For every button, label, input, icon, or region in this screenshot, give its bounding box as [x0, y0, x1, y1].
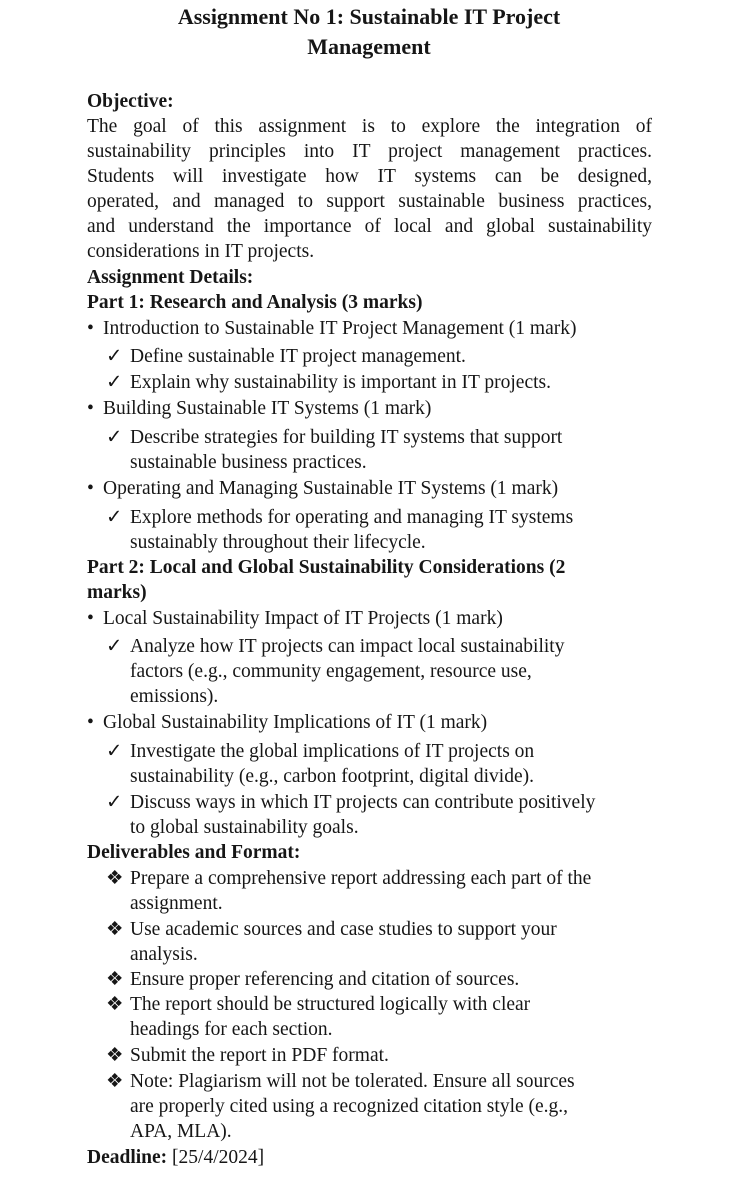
part1-subitem: ✓ Describe strategies for building IT systems that support — [106, 427, 563, 448]
check-icon: ✓ — [106, 346, 123, 367]
part1-item — [87, 396, 431, 421]
check-icon: ✓ — [106, 507, 123, 528]
diamond-icon: ❖ — [106, 994, 124, 1015]
check-icon: ✓ — [106, 427, 123, 448]
part2-item-label: Local Sustainability Impact of IT Projects (1 mark) — [103, 608, 503, 629]
check-icon: ✓ — [106, 792, 123, 813]
page-title-line-1: Assignment No 1: Sustainable IT Project — [177, 4, 561, 29]
part2-subitem: ✓ Analyze how IT projects can impact local sustainability — [106, 636, 565, 657]
part1-item-label: Introduction to Sustainable IT Project Management (1 mark) — [103, 318, 577, 339]
part1-subitem: ✓ Define sustainable IT project management. — [106, 346, 466, 367]
deliverable-item-continuation: analysis. — [130, 944, 198, 965]
part1-item — [87, 316, 576, 341]
part2-subitem-continuation: emissions). — [130, 686, 219, 707]
deliverable-item: ❖ Ensure proper referencing and citation of sources. — [106, 969, 520, 990]
bullet-icon: • — [87, 478, 94, 499]
deadline-row — [87, 1145, 264, 1170]
part1-item-label: Building Sustainable IT Systems (1 mark) — [103, 398, 432, 419]
deliverable-item-continuation: headings for each section. — [130, 1019, 333, 1040]
deliverable-item-continuation: assignment. — [130, 893, 223, 914]
deliverable-item: ❖ Use academic sources and case studies to support your — [106, 919, 557, 940]
diamond-icon: ❖ — [106, 1071, 124, 1092]
check-icon: ✓ — [106, 636, 123, 657]
details-heading: Assignment Details: — [87, 267, 254, 288]
deliverable-item: ❖ Prepare a comprehensive report addressing each part of the — [106, 868, 592, 889]
part2-subitem: ✓ Discuss ways in which IT projects can contribute positively — [106, 792, 596, 813]
part2-subitem-continuation: to global sustainability goals. — [130, 817, 359, 838]
part1-subitem-continuation: sustainably throughout their lifecycle. — [130, 532, 426, 553]
check-icon: ✓ — [106, 741, 123, 762]
diamond-icon: ❖ — [106, 868, 124, 889]
deadline-label: Deadline: — [87, 1147, 168, 1168]
part2-subitem-continuation: factors (e.g., community engagement, resource use, — [130, 661, 532, 682]
diamond-icon: ❖ — [106, 919, 124, 940]
deliverable-item-continuation: are properly cited using a recognized citation style (e.g., — [130, 1096, 569, 1117]
objective-line: sustainability principles into IT project management practices. — [87, 141, 652, 162]
part2-heading-continuation: marks) — [87, 582, 147, 603]
diamond-icon: ❖ — [106, 1045, 124, 1066]
deliverable-item-continuation: APA, MLA). — [130, 1121, 232, 1142]
part2-item — [87, 606, 503, 631]
part2-heading: Part 2: Local and Global Sustainability Considerations (2 — [87, 557, 566, 578]
objective-line: considerations in IT projects. — [87, 241, 315, 262]
page-title-line-2: Management — [307, 34, 431, 59]
part2-subitem-continuation: sustainability (e.g., carbon footprint, digital divide). — [130, 766, 534, 787]
objective-heading: Objective: — [87, 91, 174, 112]
deliverable-item: ❖ The report should be structured logically with clear — [106, 994, 531, 1015]
deliverable-item: ❖ Note: Plagiarism will not be tolerated. Ensure all sources — [106, 1071, 575, 1092]
objective-line: operated, and managed to support sustainable business practices, — [87, 191, 652, 212]
deliverable-item: ❖ Submit the report in PDF format. — [106, 1045, 389, 1066]
part1-heading: Part 1: Research and Analysis (3 marks) — [87, 292, 423, 313]
part2-item-label: Global Sustainability Implications of IT (1 mark) — [103, 712, 488, 733]
deadline-value: [25/4/2024] — [172, 1147, 265, 1168]
part1-subitem-continuation: sustainable business practices. — [130, 452, 367, 473]
diamond-icon: ❖ — [106, 969, 124, 990]
objective-line: Students will investigate how IT systems can be designed, — [87, 166, 652, 187]
bullet-icon: • — [87, 608, 94, 629]
part2-item — [87, 710, 487, 735]
bullet-icon: • — [87, 712, 94, 733]
deliverables-heading: Deliverables and Format: — [87, 842, 301, 863]
part1-item-label: Operating and Managing Sustainable IT Systems (1 mark) — [103, 478, 559, 499]
bullet-icon: • — [87, 318, 94, 339]
part1-item — [87, 476, 558, 501]
bullet-icon: • — [87, 398, 94, 419]
check-icon: ✓ — [106, 372, 123, 393]
part2-subitem: ✓ Investigate the global implications of IT projects on — [106, 741, 535, 762]
part1-subitem: ✓ Explain why sustainability is important in IT projects. — [106, 372, 552, 393]
objective-line: The goal of this assignment is to explore the integration of — [87, 116, 652, 137]
objective-line: and understand the importance of local and global sustainability — [87, 216, 652, 237]
part1-subitem: ✓ Explore methods for operating and managing IT systems — [106, 507, 574, 528]
